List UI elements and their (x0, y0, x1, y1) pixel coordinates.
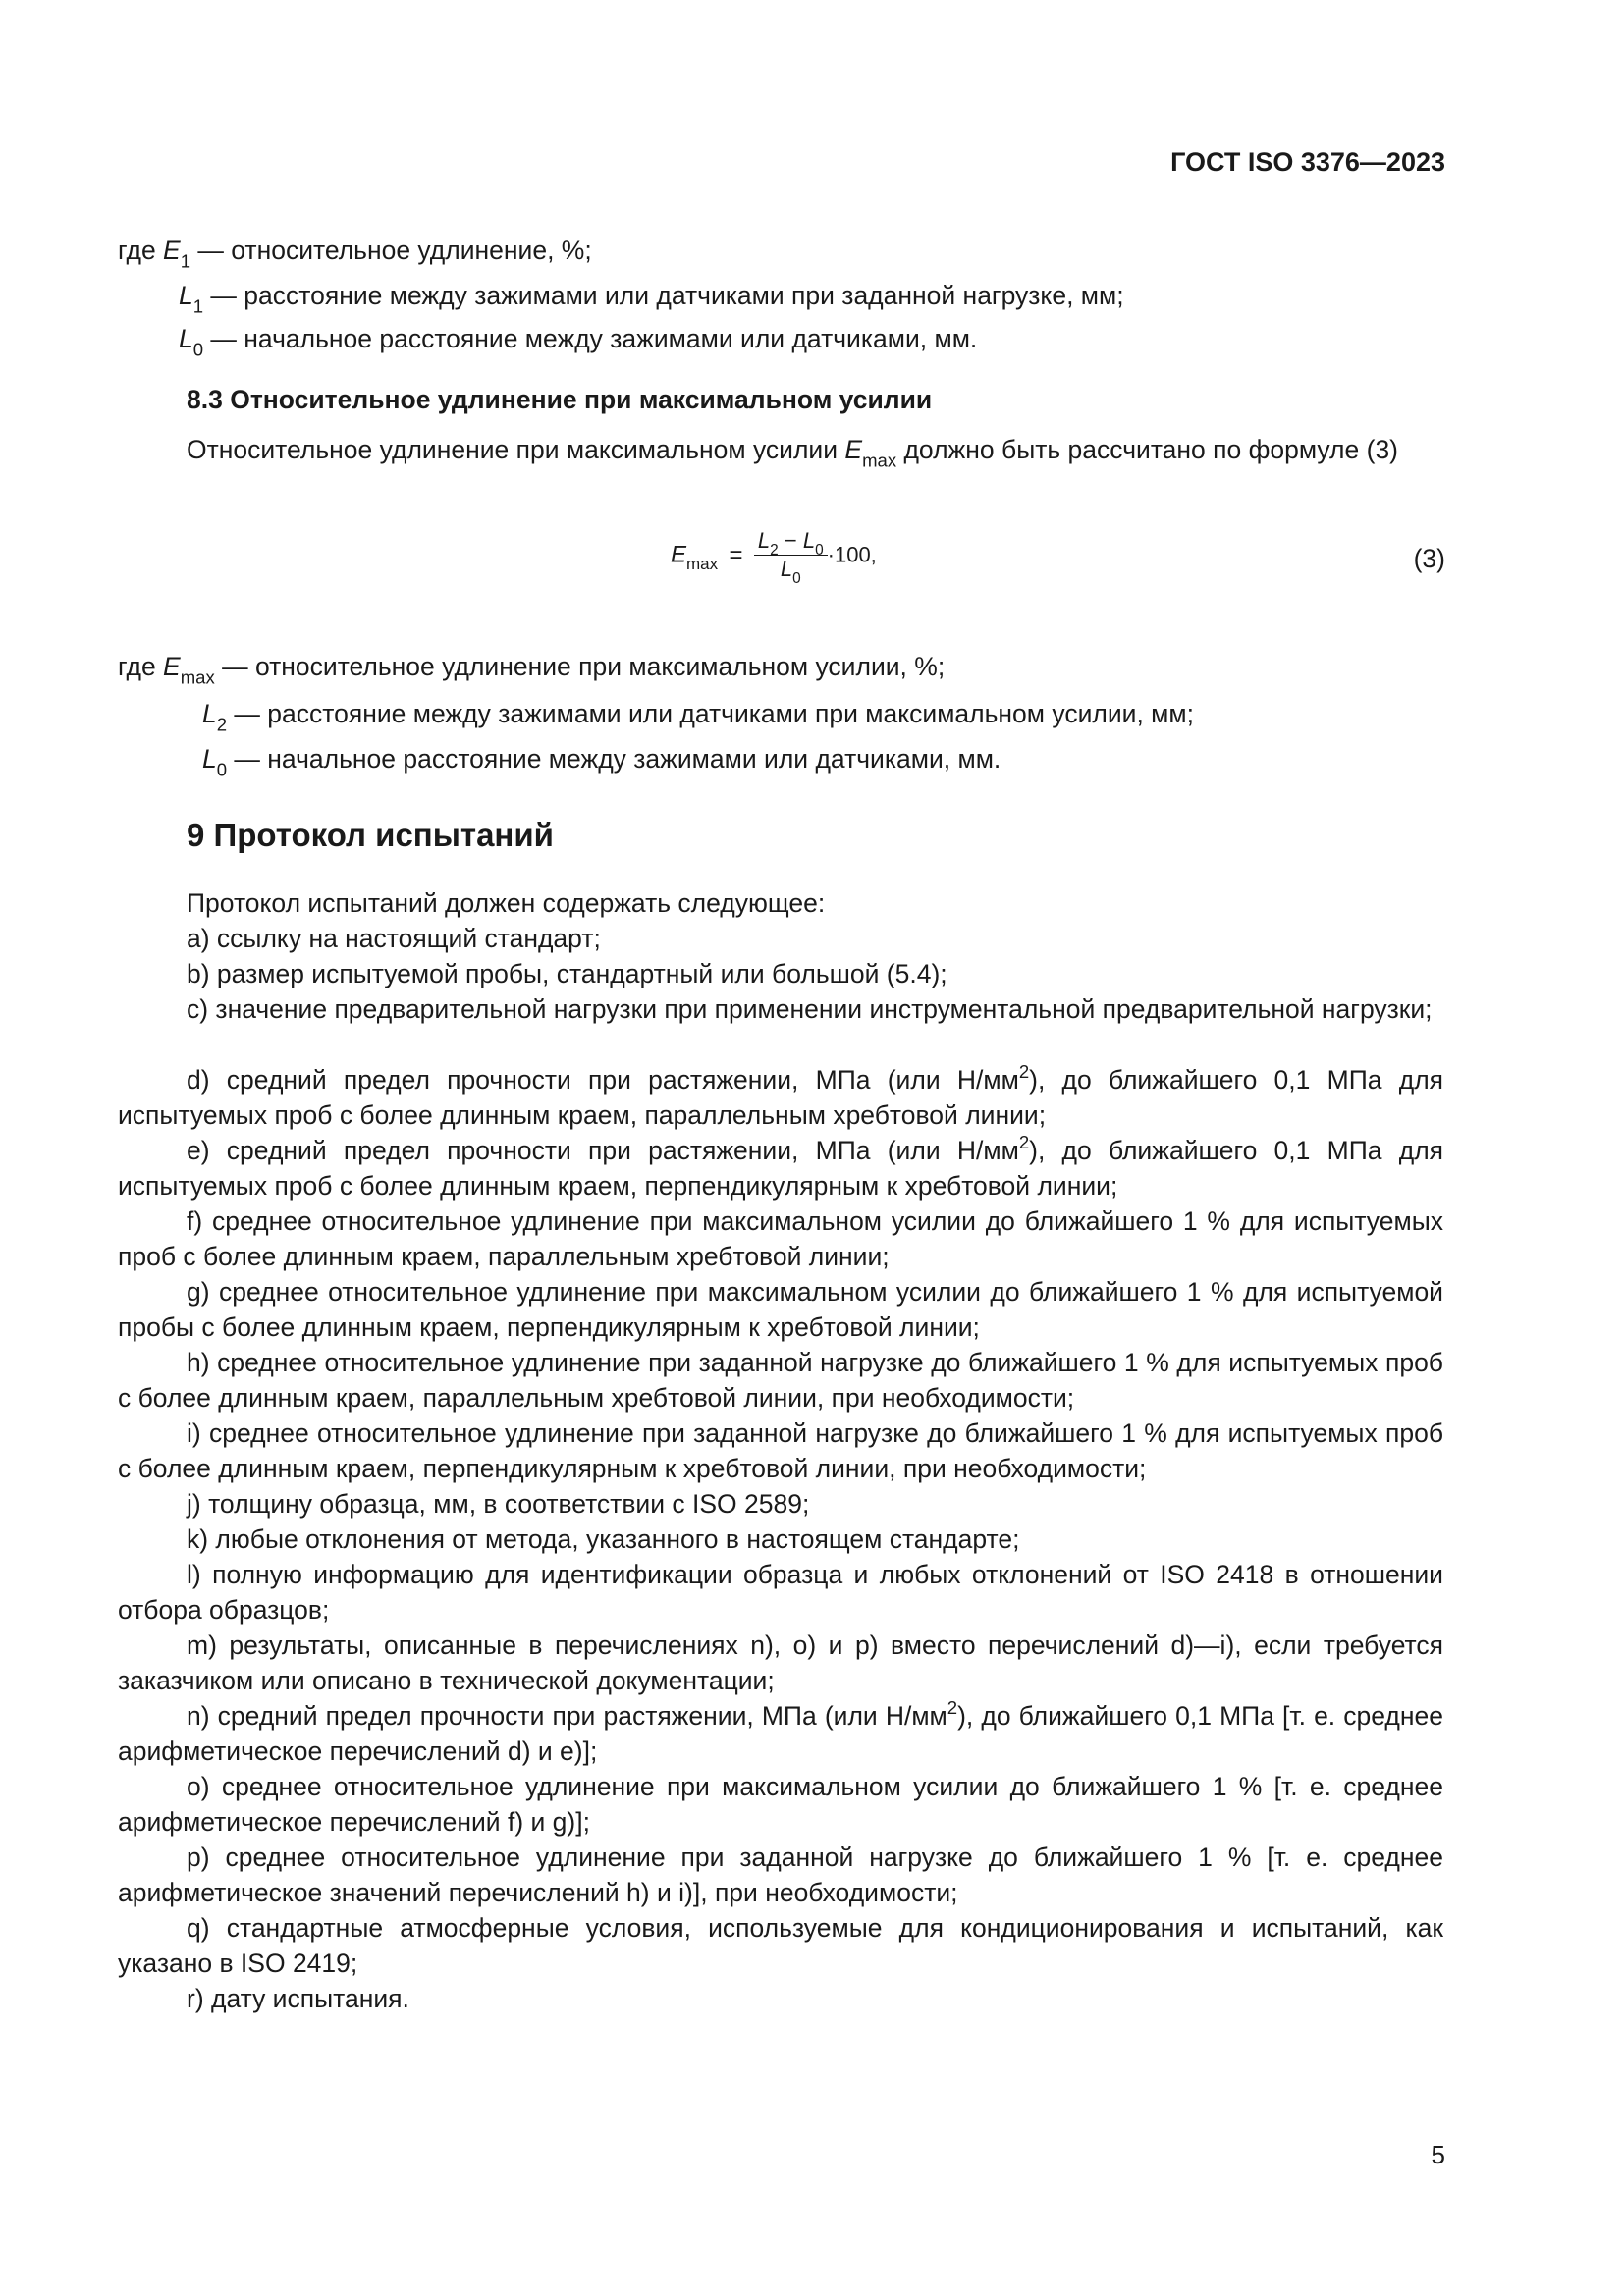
list-item: g) среднее относительное удлинение при максимальном усилии до ближайшего 1 % для испытуемой пробы с более длинным краем, перпендикулярным к хребтовой линии; (118, 1277, 1443, 1342)
formula-fraction: $\frac{L_2 - L_0}{L_0}$ (754, 528, 828, 582)
list-item: d) средний предел прочности при растяжении, МПа (или $Н/мм^2$), до ближайшего 0,1 МПа для испытуемых проб с более длинным краем, параллельным хребтовой линии; (118, 1060, 1444, 1130)
list-item: i) среднее относительное удлинение при заданной нагрузке до ближайшего 1 % для испытуемых проб с более длинным краем, перпендикулярным к хребтовой линии, при необходимости; (118, 1418, 1443, 1483)
list-item: b) размер испытуемой пробы, стандартный или большой (5.4); (187, 959, 947, 988)
list-item: q) стандартные атмосферные условия, используемые для кондиционирования и испытаний, как указано в ISO 2419; (118, 1913, 1443, 1978)
list-item: h) среднее относительное удлинение при заданной нагрузке до ближайшего 1 % для испытуемых проб с более длинным краем, параллельным хребтовой линии, при необходимости; (118, 1348, 1443, 1413)
page-number: 5 (1431, 2140, 1445, 2169)
list-item: n) средний предел прочности при растяжении, МПа (или $Н/мм^2$), до ближайшего 0,1 МПа [т. е. среднее арифметическое перечислений d) и e)]; (118, 1696, 1443, 1766)
list-item: f) среднее относительное удлинение при максимальном усилии до ближайшего 1 % для испытуемых проб с более длинным краем, параллельным хребтовой линии; (118, 1206, 1443, 1271)
list-item: r) дату испытания. (187, 1984, 409, 2013)
list-item: m) результаты, описанные в перечислениях n), o) и p) вместо перечислений d)—i), если требуется заказчиком или описано в технической документации; (118, 1630, 1443, 1695)
list-item: o) среднее относительное удлинение при максимальном усилии до ближайшего 1 % [т. е. среднее арифметическое перечислений f) и g)]; (118, 1772, 1443, 1837)
definition-line: $L_1$ — расстояние между зажимами или датчиками при заданной нагрузке, мм; (179, 281, 1124, 317)
list-item: a) ссылку на настоящий стандарт; (187, 924, 601, 953)
list-item: e) средний предел прочности при растяжении, МПа (или $Н/мм^2$), до ближайшего 0,1 МПа для испытуемых проб с более длинным краем, перпендикулярным к хребтовой линии; (118, 1131, 1444, 1201)
document-header: ГОСТ ISO 3376—2023 (1170, 147, 1445, 177)
definition-line: $L_0$ — начальное расстояние между зажимами или датчиками, мм. (202, 744, 1001, 780)
equation-number: (3) (1413, 544, 1445, 573)
section-heading: 9 Протокол испытаний (187, 817, 554, 853)
list-item: k) любые отклонения от метода, указанного в настоящем стандарте; (187, 1524, 1020, 1554)
definition-line: где $E_{max}$ — относительное удлинение при максимальном усилии, %; (118, 652, 946, 688)
definition-line: $L_2$ — расстояние между зажимами или датчиками при максимальном усилии, мм; (202, 699, 1194, 735)
definition-line: где $E_1$ — относительное удлинение, %; (118, 236, 592, 272)
paragraph: Протокол испытаний должен содержать следующее: (187, 888, 826, 918)
list-item: j) толщину образца, мм, в соответствии с ISO 2589; (187, 1489, 810, 1519)
section-heading: 8.3 Относительное удлинение при максимальном усилии (187, 385, 933, 414)
list-item: c) значение предварительной нагрузки при применении инструментальной предварительной нагрузки; (187, 994, 1433, 1024)
list-item: p) среднее относительное удлинение при заданной нагрузке до ближайшего 1 % [т. е. среднее арифметическое значений перечислений h) и i)], при необходимости; (118, 1842, 1443, 1907)
formula: $E_{max}$ = $\frac{L_2 - L_0}{L_0}$ ·100, (671, 528, 877, 587)
paragraph: Относительное удлинение при максимальном усилии $E_{max}$ должно быть рассчитано по формуле (3) (187, 435, 1399, 471)
definition-line: $L_0$ — начальное расстояние между зажимами или датчиками, мм. (179, 324, 978, 360)
list-item: l) полную информацию для идентификации образца и любых отклонений от ISO 2418 в отношении отбора образцов; (118, 1560, 1443, 1625)
